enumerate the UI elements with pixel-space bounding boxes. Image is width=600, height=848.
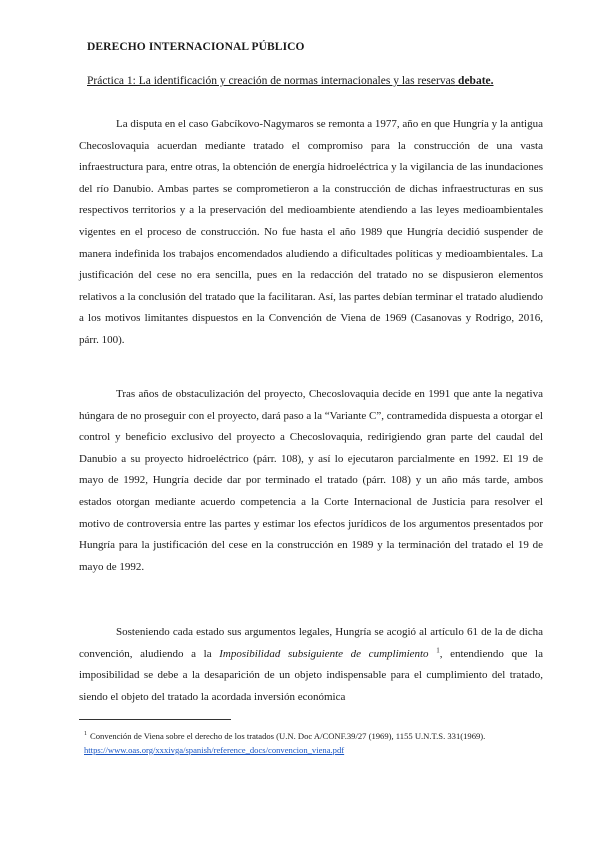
section-title-main: Práctica 1: La identificación y creación de normas internacionales y las reservas xyxy=(87,75,456,87)
document-header: DERECHO INTERNACIONAL PÚBLICO xyxy=(87,41,305,53)
footnote-link[interactable]: https://www.oas.org/xxxivga/spanish/reference_docs/convencion_viena.pdf xyxy=(84,744,345,755)
paragraph-3-before: Sosteniendo cada estado sus argumentos legales, Hungría se acogió al artículo 61 de la de dicha convención, aludiendo a la xyxy=(79,626,543,660)
section-title xyxy=(87,74,517,90)
paragraph-1: La disputa en el caso Gabcíkovo-Nagymaros se remonta a 1977, año en que Hungría y la antigua Checoslovaquia acuerdan mediante tratado el compromiso para la construcción de una vasta infraestructura para, entre otras, la obtención de energía hidroeléctrica y la vigilancia de las inundaciones del río Danubio. Ambas partes se comprometieron a la construcción de dichas infraestructuras en sus respectivos territorios y a la preservación del medioambiente atendiendo a las leyes medioambientales vigentes en el proceso de construcción. No fue hasta el año 1989 que Hungría decidió suspender de manera indefinida los trabajos encomendados aludiendo a dificultades políticas y medioambientales. La justificación del cese no era sencilla, pues en la redacción del tratado no se dispusieron elementos relativos a la conclusión del tratado que la facilitaran. Así, las partes debían terminar el tratado aludiendo a los motivos limitantes dispuestos en la Convención de Viena de 1969 (Casanovas y Rodrigo, 2016, párr. 100). xyxy=(79,118,543,346)
section-title-last: debate. xyxy=(458,75,494,87)
footnote-reference[interactable]: 1 xyxy=(436,645,440,654)
paragraph-2: Tras años de obstaculización del proyecto, Checoslovaquia decide en 1991 que ante la negativa húngara de no proseguir con el proyecto, dará paso a la “Variante C”, contramedida dispuesta a otorgar el control y beneficio exclusivo del proyecto a Checoslovaquia, redirigiendo gran parte del caudal del Danubio a su proyecto hidroeléctrico (párr. 108), y así lo ejecutaron parcialmente en 1992. El 19 de mayo de 1992, Hungría decide dar por terminado el tratado (párr. 108) y un año más tarde, ambos estados otorgan mediante acuerdo competencia a la Corte Internacional de Justicia para resolver el motivo de controversia entre las partes y estimar los efectos jurídicos de los argumentos presentados por Hungría para la justificación del cese en la construcción en 1989 y la terminación del tratado el 19 de mayo de 1992. xyxy=(79,388,543,573)
footnote-divider xyxy=(79,719,231,720)
footnote xyxy=(79,727,539,757)
footnote-mark: 1 xyxy=(84,731,87,737)
paragraph-3-italic: Imposibilidad subsiguiente de cumplimiento xyxy=(219,647,429,660)
paragraph-3-after: , entendiendo que la imposibilidad se debe a la desaparición de un objeto indispensable para el cumplimiento del tratado, siendo el objeto del tratado la acordada inversión económica xyxy=(79,647,543,703)
footnote-text: Convención de Viena sobre el derecho de los tratados (U.N. Doc A/CONF.39/27 (1969), 1155 U.N.T.S. 331(1969). xyxy=(90,730,486,741)
paragraph-3 xyxy=(79,622,543,708)
